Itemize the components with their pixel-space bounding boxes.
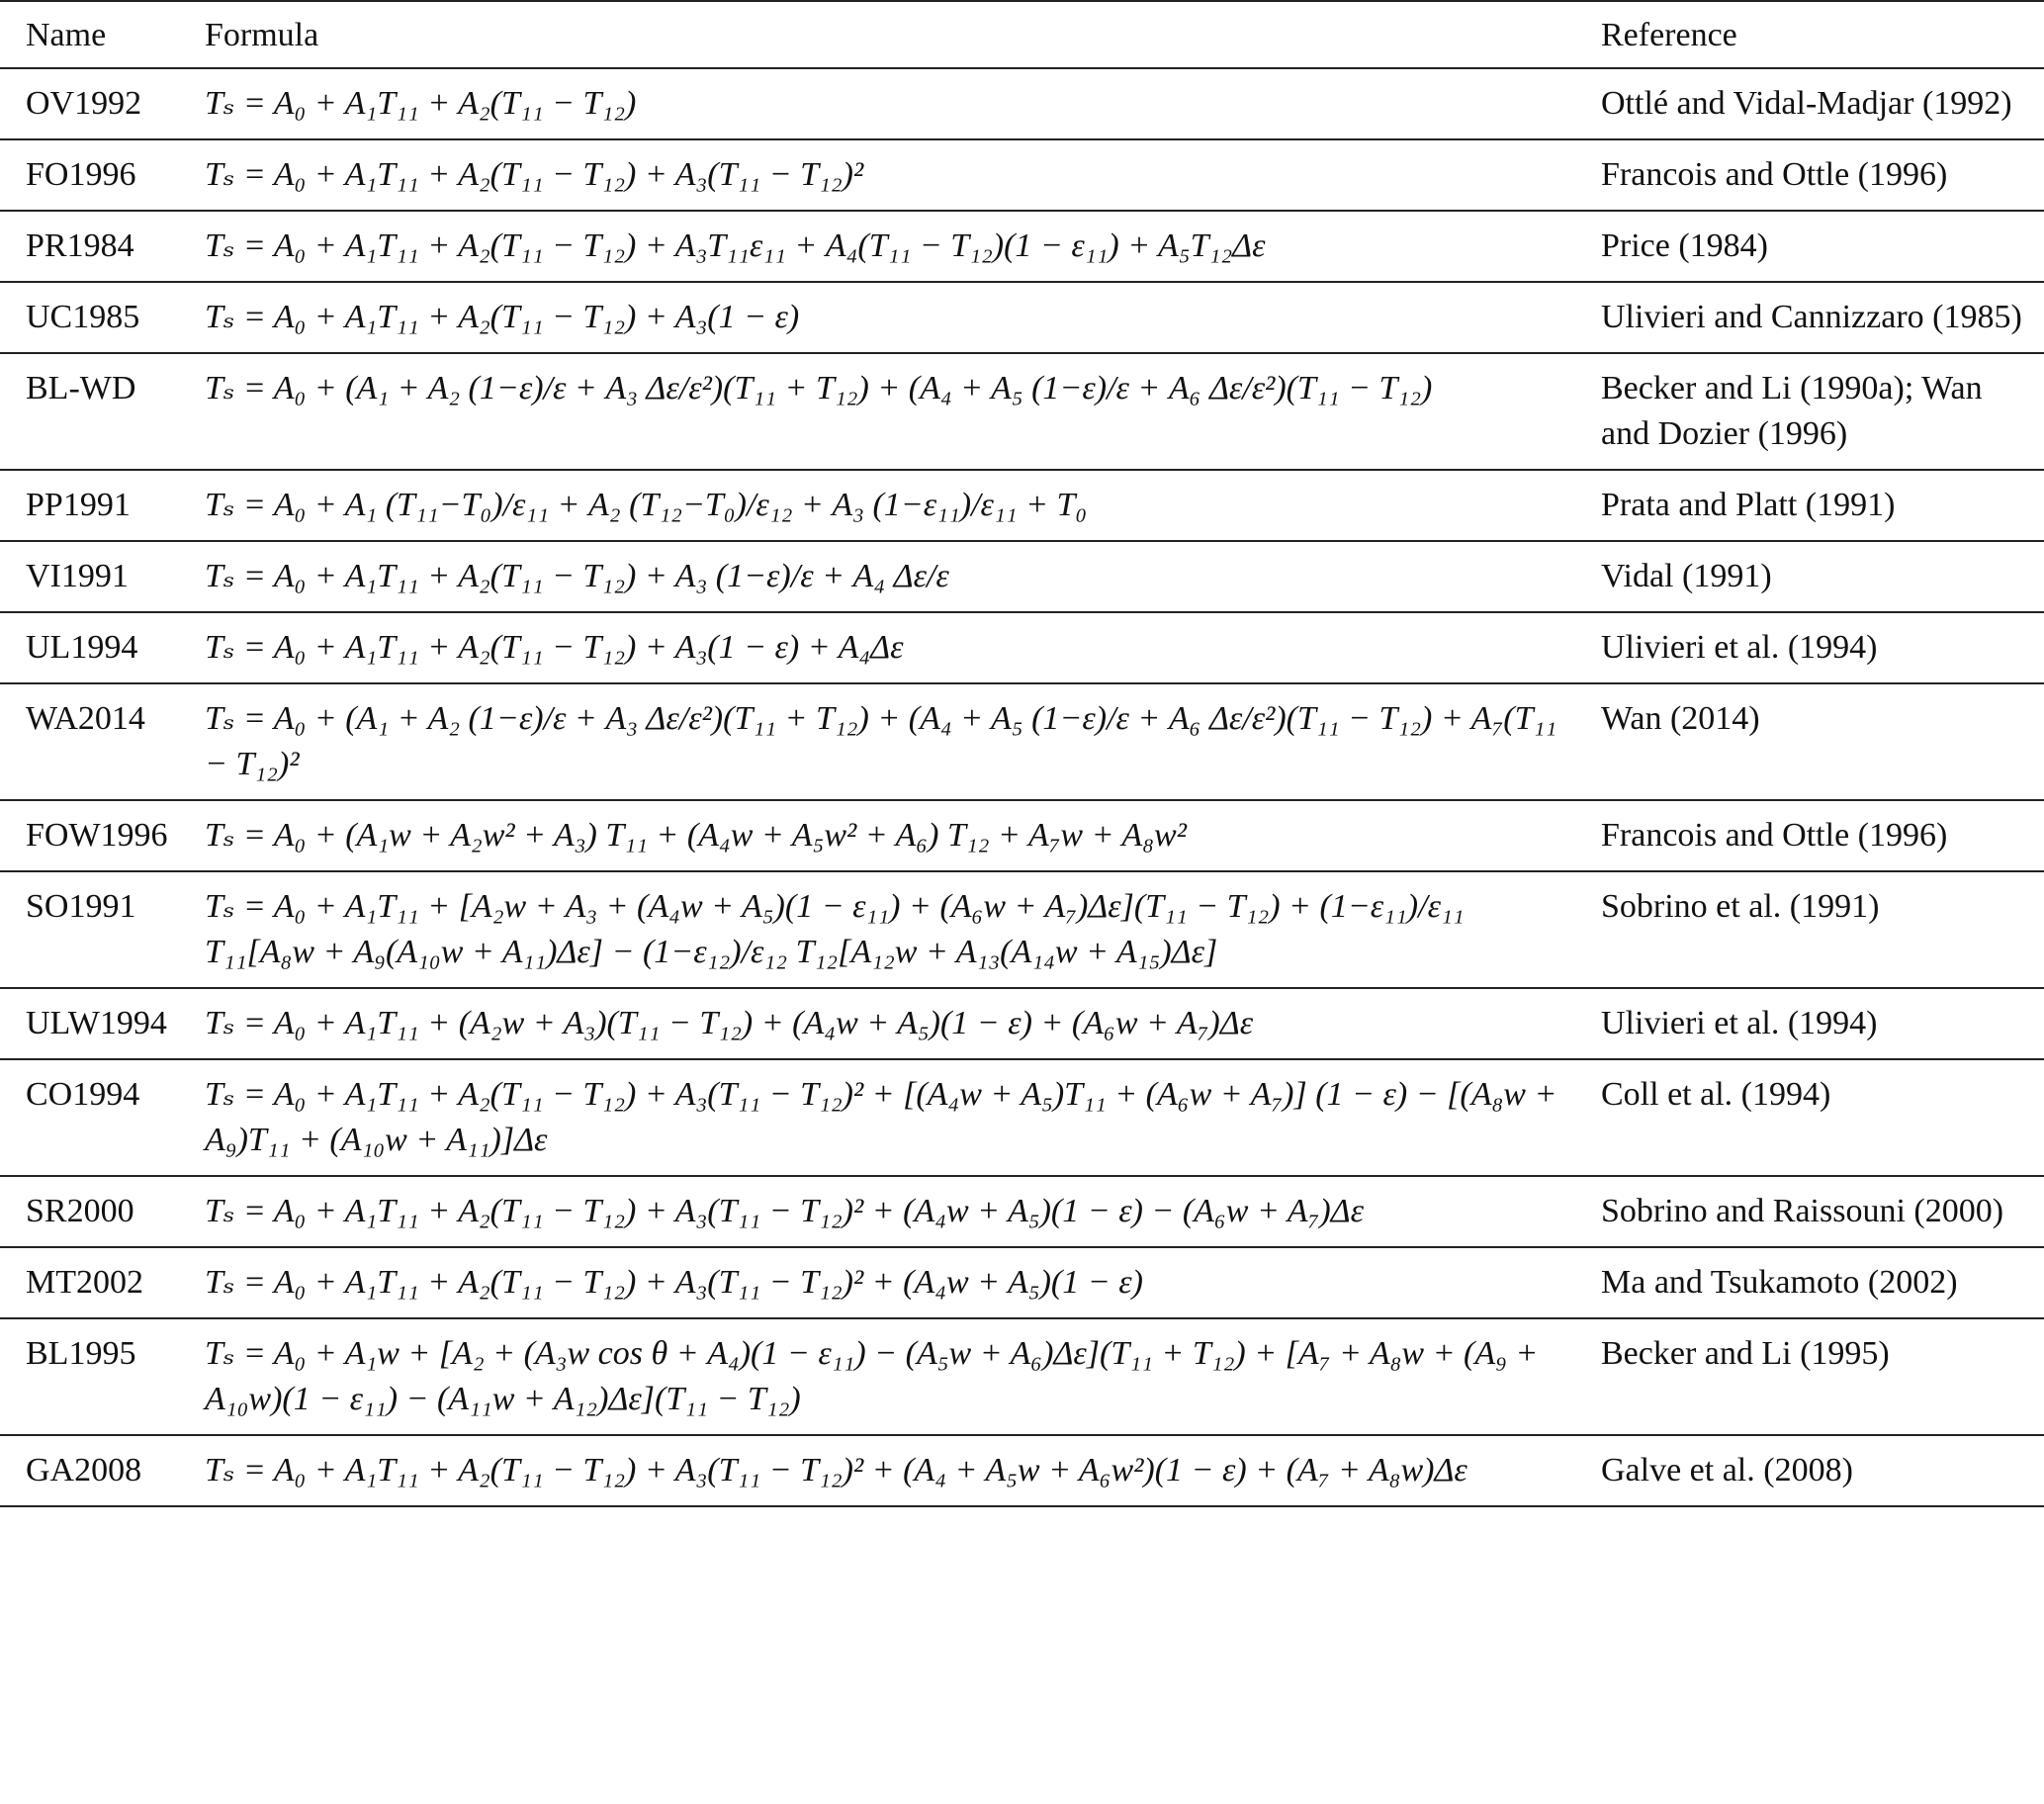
row-formula bbox=[205, 988, 1583, 1059]
row-reference: Ottlé and Vidal-Madjar (1992) bbox=[1583, 68, 2044, 139]
formula-text: Tₛ = A₀ + A₁T₁₁ + A₂(T₁₁ − T₁₂) bbox=[205, 85, 637, 122]
row-name: FO1996 bbox=[0, 139, 205, 211]
row-name: UC1985 bbox=[0, 282, 205, 353]
row-name: GA2008 bbox=[0, 1435, 205, 1506]
row-name: SO1991 bbox=[0, 871, 205, 988]
formula-text: Tₛ = A₀ + (A₁w + A₂w² + A₃) T₁₁ + (A₄w + A₅w² + A₆) T₁₂ + A₇w + A₈w² bbox=[205, 817, 1187, 854]
table-row bbox=[0, 139, 2044, 211]
row-name: CO1994 bbox=[0, 1059, 205, 1176]
row-reference: Ulivieri et al. (1994) bbox=[1583, 612, 2044, 683]
formula-text: Tₛ = A₀ + A₁T₁₁ + (A₂w + A₃)(T₁₁ − T₁₂) + (A₄w + A₅)(1 − ε) + (A₆w + A₇)Δε bbox=[205, 1005, 1254, 1041]
row-formula bbox=[205, 68, 1583, 139]
formula-text: Tₛ = A₀ + A₁ (T₁₁−T₀)/ε₁₁ + A₂ (T₁₂−T₀)/ε₁₂ + A₃ (1−ε₁₁)/ε₁₁ + T₀ bbox=[205, 487, 1088, 523]
table-row bbox=[0, 612, 2044, 683]
formula-text: Tₛ = A₀ + A₁T₁₁ + A₂(T₁₁ − T₁₂) + A₃(T₁₁ − T₁₂)² bbox=[205, 156, 864, 193]
row-name: BL1995 bbox=[0, 1318, 205, 1435]
row-reference: Francois and Ottle (1996) bbox=[1583, 800, 2044, 871]
row-reference: Vidal (1991) bbox=[1583, 541, 2044, 612]
formula-text: Tₛ = A₀ + A₁T₁₁ + [A₂w + A₃ + (A₄w + A₅)(1 − ε₁₁) + (A₆w + A₇)Δε](T₁₁ − T₁₂) + (1−ε₁₁)/ε₁₁ T₁₁[A₈w + A₉(A₁₀w + A₁₁)Δε] − (1−ε₁₂)/ε₁₂ T₁₂[A₁₂w + A₁₃(A₁₄w + A₁₅)Δε] bbox=[205, 888, 1473, 970]
table-row bbox=[0, 871, 2044, 988]
formula-text: Tₛ = A₀ + A₁T₁₁ + A₂(T₁₁ − T₁₂) + A₃(T₁₁ − T₁₂)² + (A₄w + A₅)(1 − ε) − (A₆w + A₇)Δε bbox=[205, 1193, 1365, 1229]
formula-text: Tₛ = A₀ + A₁T₁₁ + A₂(T₁₁ − T₁₂) + A₃(T₁₁ − T₁₂)² + [(A₄w + A₅)T₁₁ + (A₆w + A₇)] (1 − ε) − [(A₈w + A₉)T₁₁ + (A₁₀w + A₁₁)]Δε bbox=[205, 1076, 1565, 1158]
row-reference: Galve et al. (2008) bbox=[1583, 1435, 2044, 1506]
table-row bbox=[0, 988, 2044, 1059]
formula-text: Tₛ = A₀ + (A₁ + A₂ (1−ε)/ε + A₃ Δε/ε²)(T₁₁ + T₁₂) + (A₄ + A₅ (1−ε)/ε + A₆ Δε/ε²)(T₁₁ − T₁₂) bbox=[205, 370, 1433, 406]
row-reference: Ma and Tsukamoto (2002) bbox=[1583, 1247, 2044, 1318]
header-name: Name bbox=[0, 1, 205, 68]
row-formula bbox=[205, 800, 1583, 871]
formula-text: Tₛ = A₀ + A₁w + [A₂ + (A₃w cos θ + A₄)(1 − ε₁₁) − (A₅w + A₆)Δε](T₁₁ + T₁₂) + [A₇ + A₈w + (A₉ + A₁₀w)(1 − ε₁₁) − (A₁₁w + A₁₂)Δε](T₁₁ − T₁₂) bbox=[205, 1335, 1547, 1417]
table-row bbox=[0, 353, 2044, 470]
row-formula bbox=[205, 1247, 1583, 1318]
table-row bbox=[0, 1247, 2044, 1318]
header-row bbox=[0, 1, 2044, 68]
row-reference: Becker and Li (1995) bbox=[1583, 1318, 2044, 1435]
formula-text: Tₛ = A₀ + (A₁ + A₂ (1−ε)/ε + A₃ Δε/ε²)(T₁₁ + T₁₂) + (A₄ + A₅ (1−ε)/ε + A₆ Δε/ε²)(T₁₁ − T₁₂) + A₇(T₁₁ − T₁₂)² bbox=[205, 700, 1565, 782]
table-row bbox=[0, 282, 2044, 353]
row-formula bbox=[205, 353, 1583, 470]
row-formula bbox=[205, 541, 1583, 612]
row-formula bbox=[205, 871, 1583, 988]
row-name: UL1994 bbox=[0, 612, 205, 683]
row-reference: Sobrino and Raissouni (2000) bbox=[1583, 1176, 2044, 1247]
row-formula bbox=[205, 139, 1583, 211]
formula-text: Tₛ = A₀ + A₁T₁₁ + A₂(T₁₁ − T₁₂) + A₃(1 − ε) + A₄Δε bbox=[205, 629, 904, 666]
row-reference: Ulivieri and Cannizzaro (1985) bbox=[1583, 282, 2044, 353]
row-reference: Wan (2014) bbox=[1583, 683, 2044, 800]
table-row bbox=[0, 211, 2044, 282]
row-name: OV1992 bbox=[0, 68, 205, 139]
row-reference: Francois and Ottle (1996) bbox=[1583, 139, 2044, 211]
row-name: SR2000 bbox=[0, 1176, 205, 1247]
row-reference: Becker and Li (1990a); Wan and Dozier (1996) bbox=[1583, 353, 2044, 470]
formula-text: Tₛ = A₀ + A₁T₁₁ + A₂(T₁₁ − T₁₂) + A₃ (1−ε)/ε + A₄ Δε/ε bbox=[205, 558, 949, 594]
row-formula bbox=[205, 1435, 1583, 1506]
formula-text: Tₛ = A₀ + A₁T₁₁ + A₂(T₁₁ − T₁₂) + A₃(1 − ε) bbox=[205, 299, 800, 335]
row-name: VI1991 bbox=[0, 541, 205, 612]
table-row bbox=[0, 470, 2044, 541]
row-formula bbox=[205, 211, 1583, 282]
formula-text: Tₛ = A₀ + A₁T₁₁ + A₂(T₁₁ − T₁₂) + A₃(T₁₁ − T₁₂)² + (A₄w + A₅)(1 − ε) bbox=[205, 1264, 1143, 1301]
row-formula bbox=[205, 470, 1583, 541]
formula-text: Tₛ = A₀ + A₁T₁₁ + A₂(T₁₁ − T₁₂) + A₃T₁₁ε₁₁ + A₄(T₁₁ − T₁₂)(1 − ε₁₁) + A₅T₁₂Δε bbox=[205, 227, 1266, 264]
table-row bbox=[0, 800, 2044, 871]
row-formula bbox=[205, 612, 1583, 683]
row-formula bbox=[205, 1176, 1583, 1247]
table-row bbox=[0, 1176, 2044, 1247]
table-row bbox=[0, 541, 2044, 612]
row-reference: Ulivieri et al. (1994) bbox=[1583, 988, 2044, 1059]
formula-text: Tₛ = A₀ + A₁T₁₁ + A₂(T₁₁ − T₁₂) + A₃(T₁₁ − T₁₂)² + (A₄ + A₅w + A₆w²)(1 − ε) + (A₇ + A₈w)Δε bbox=[205, 1452, 1467, 1488]
row-formula bbox=[205, 1318, 1583, 1435]
header-reference: Reference bbox=[1583, 1, 2044, 68]
table-row bbox=[0, 1435, 2044, 1506]
row-reference: Coll et al. (1994) bbox=[1583, 1059, 2044, 1176]
table-row bbox=[0, 1059, 2044, 1176]
row-name: PP1991 bbox=[0, 470, 205, 541]
row-formula bbox=[205, 683, 1583, 800]
table-row bbox=[0, 1318, 2044, 1435]
row-name: BL-WD bbox=[0, 353, 205, 470]
row-reference: Sobrino et al. (1991) bbox=[1583, 871, 2044, 988]
header-formula: Formula bbox=[205, 1, 1583, 68]
table-row bbox=[0, 683, 2044, 800]
row-formula bbox=[205, 1059, 1583, 1176]
row-reference: Price (1984) bbox=[1583, 211, 2044, 282]
table-row bbox=[0, 68, 2044, 139]
row-name: PR1984 bbox=[0, 211, 205, 282]
row-name: FOW1996 bbox=[0, 800, 205, 871]
row-name: ULW1994 bbox=[0, 988, 205, 1059]
row-formula bbox=[205, 282, 1583, 353]
row-reference: Prata and Platt (1991) bbox=[1583, 470, 2044, 541]
row-name: WA2014 bbox=[0, 683, 205, 800]
row-name: MT2002 bbox=[0, 1247, 205, 1318]
